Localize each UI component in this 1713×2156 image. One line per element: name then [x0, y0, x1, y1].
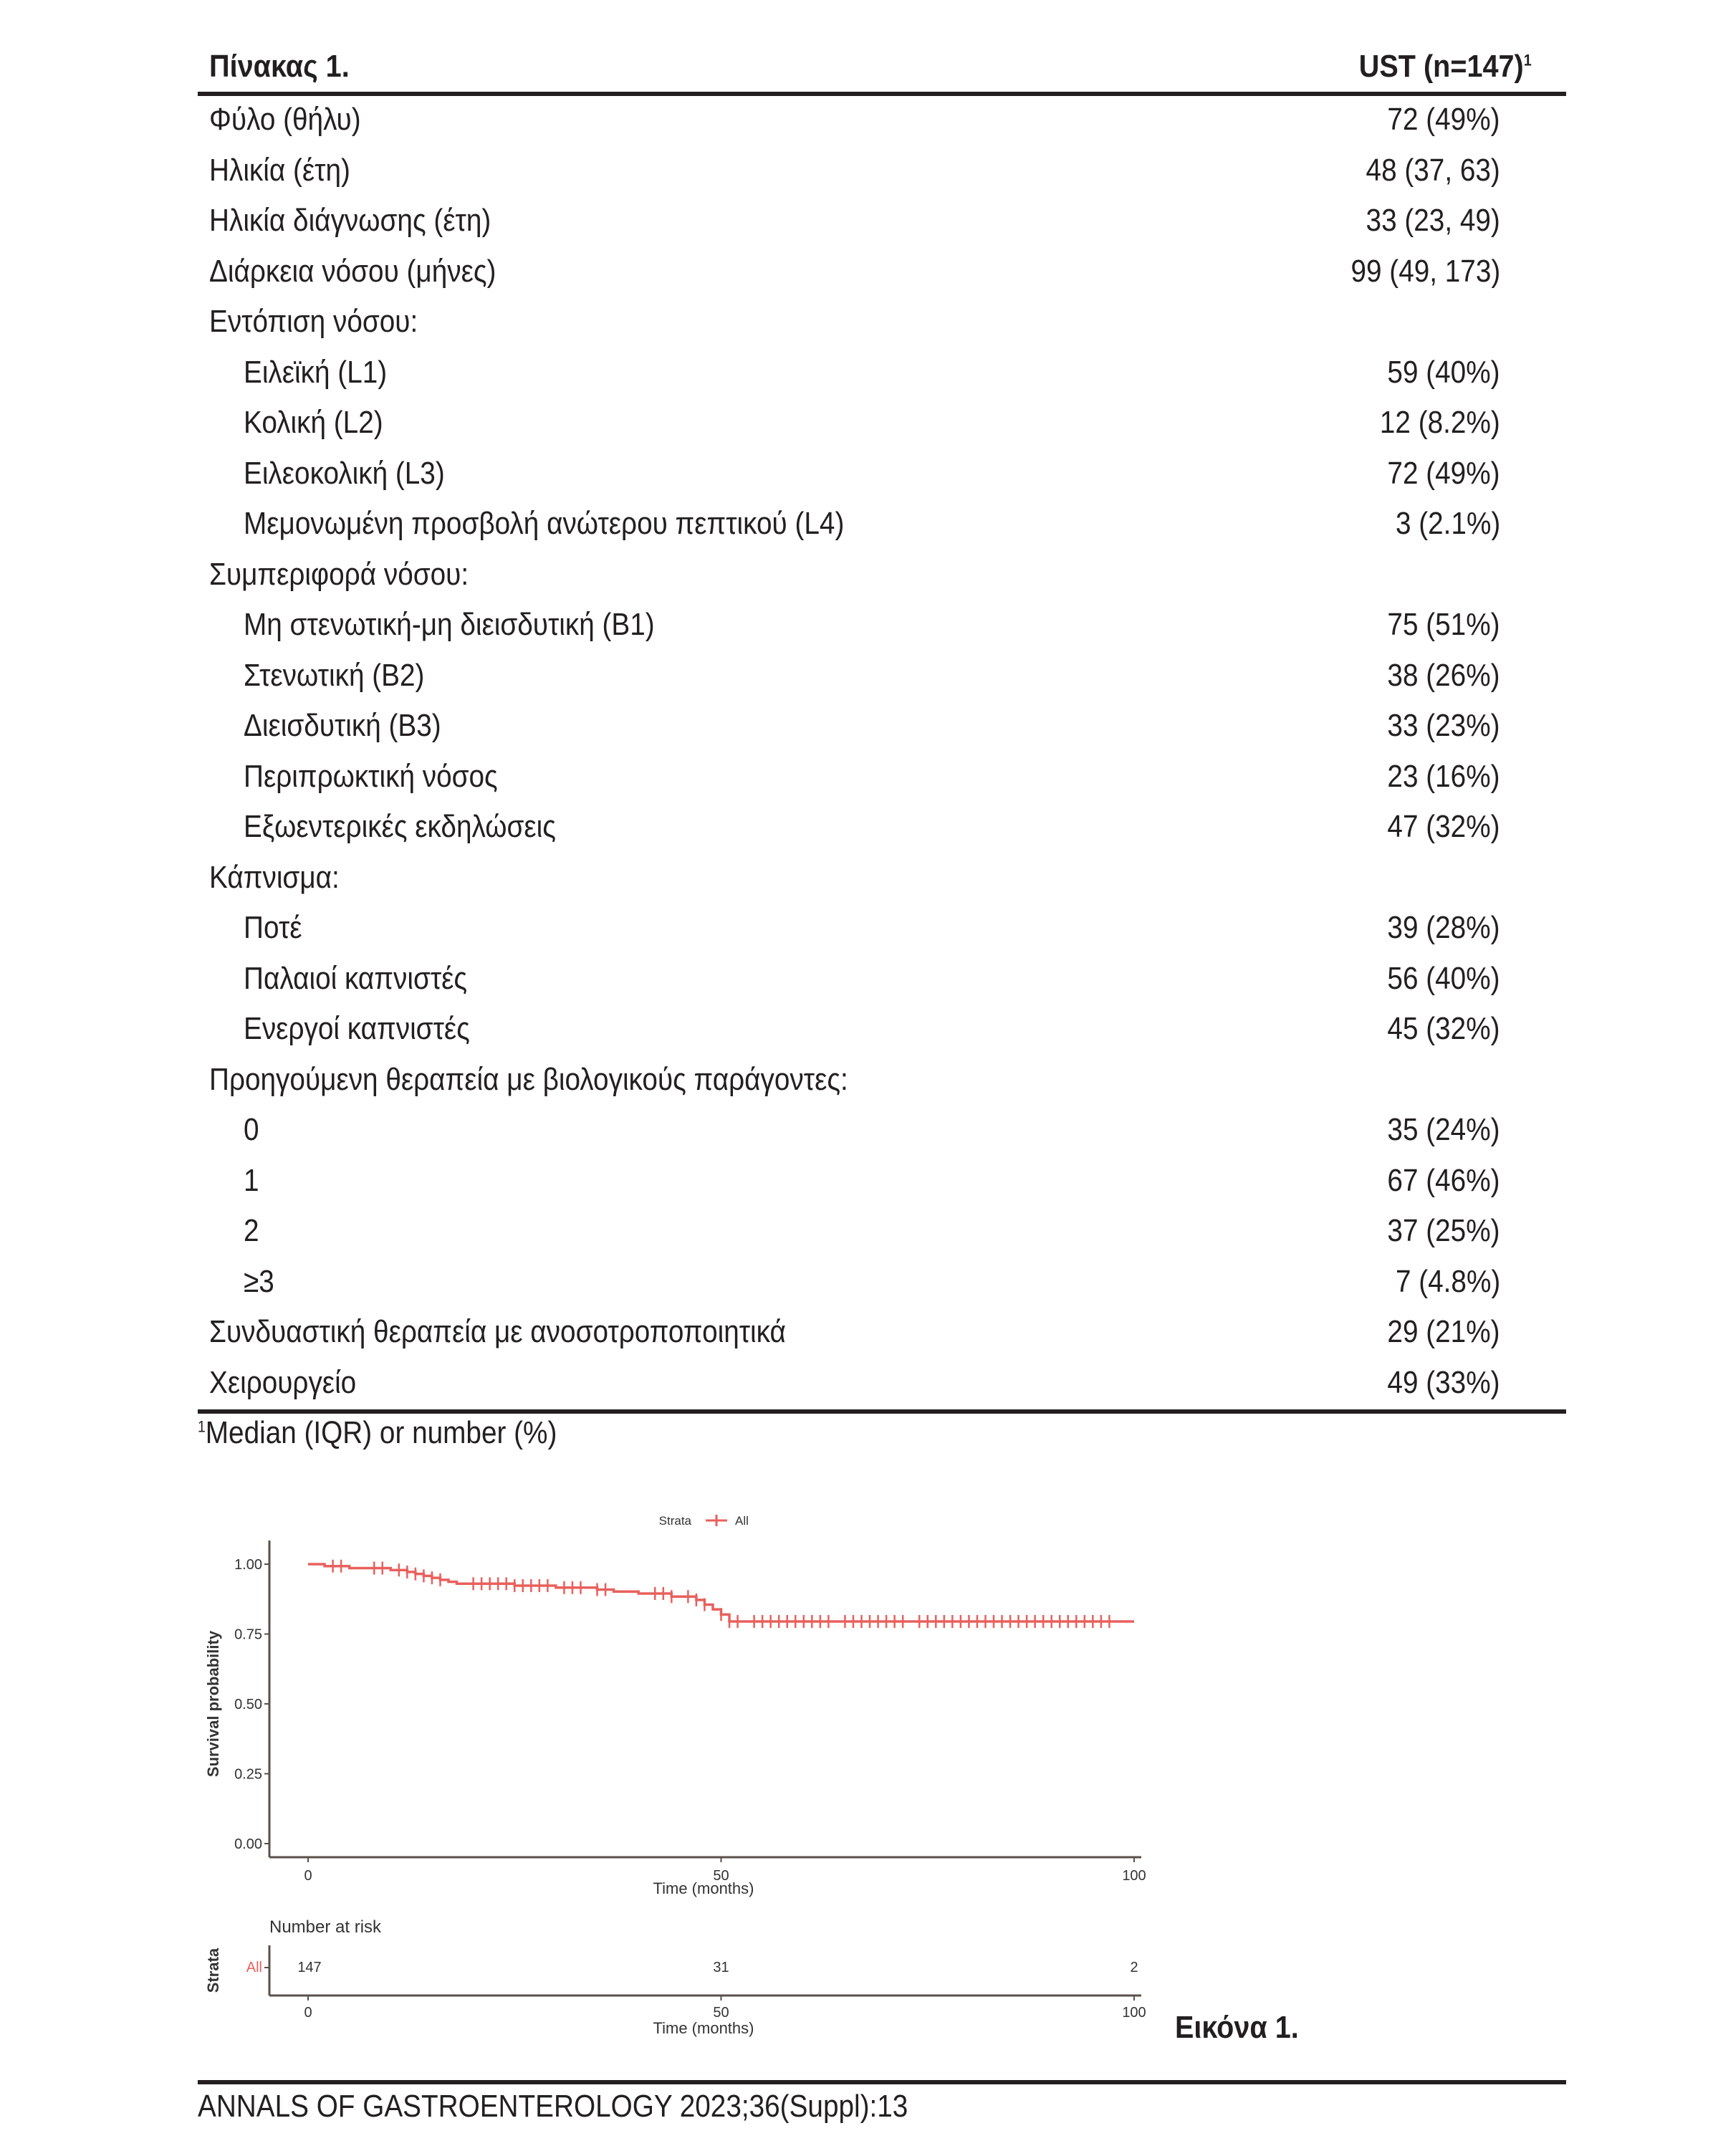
row-label: 2	[244, 1213, 259, 1248]
row-value: 47 (32%)	[1387, 809, 1500, 844]
row-value: 33 (23, 49)	[1366, 203, 1500, 238]
row-value: 59 (40%)	[1387, 354, 1500, 390]
row-label: Μη στενωτική-μη διεισδυτική (B1)	[244, 607, 655, 642]
x-tick-label: 100	[1122, 1868, 1146, 1884]
row-label: ≥3	[244, 1263, 274, 1299]
legend-label: All	[735, 1514, 749, 1528]
row-label: Ειλεϊκή (L1)	[244, 354, 388, 390]
row-label: Κολική (L2)	[244, 405, 383, 440]
row-label: Διάρκεια νόσου (μήνες)	[209, 253, 496, 289]
row-value: 38 (26%)	[1387, 657, 1500, 693]
row-label: 0	[244, 1112, 259, 1147]
row-value: 7 (4.8%)	[1395, 1263, 1500, 1299]
risk-x-axis-title: Time (months)	[653, 2019, 754, 2037]
y-axis-title: Survival probability	[204, 1630, 222, 1778]
footnote-mark: 1	[198, 1417, 206, 1436]
row-label: Ειλεοκολική (L3)	[244, 455, 445, 491]
risk-table-title: Number at risk	[269, 1917, 382, 1937]
row-value: 75 (51%)	[1387, 607, 1500, 642]
row-value: 3 (2.1%)	[1395, 506, 1500, 541]
row-value: 12 (8.2%)	[1380, 405, 1500, 440]
row-value: 33 (23%)	[1387, 708, 1500, 743]
row-label: Ενεργοί καπνιστές	[244, 1011, 470, 1046]
row-label: Ποτέ	[244, 910, 302, 945]
row-value: 48 (37, 63)	[1366, 152, 1500, 188]
row-label: Παλαιοί καπνιστές	[244, 960, 468, 996]
y-tick-label: 1.00	[234, 1557, 262, 1573]
row-label: 1	[244, 1162, 259, 1198]
row-label: Διεισδυτική (B3)	[244, 708, 441, 743]
row-value: 29 (21%)	[1387, 1314, 1500, 1349]
figure-caption: Εικόνα 1.	[1175, 2010, 1299, 2045]
journal-footer: ANNALS OF GASTROENTEROLOGY 2023;36(Suppl):13	[198, 2089, 908, 2124]
risk-strata-label: All	[246, 1960, 262, 1975]
row-value: 56 (40%)	[1387, 960, 1500, 996]
x-axis-title: Time (months)	[653, 1879, 754, 1897]
legend-title: Strata	[658, 1514, 691, 1528]
y-tick-label: 0.50	[234, 1697, 262, 1712]
row-value: 39 (28%)	[1387, 910, 1500, 945]
row-label: Περιπρωκτική νόσος	[244, 758, 498, 794]
footnote-text: Median (IQR) or number (%)	[205, 1415, 557, 1450]
row-value: 35 (24%)	[1387, 1112, 1500, 1147]
risk-count: 2	[1130, 1960, 1138, 1975]
row-value: 67 (46%)	[1387, 1162, 1500, 1198]
row-label: Χειρουργείο	[209, 1364, 357, 1400]
column-header-footnote-mark: 1	[1523, 51, 1532, 70]
row-label: Προηγούμενη θεραπεία με βιολογικούς παράγοντες:	[209, 1061, 848, 1097]
row-label: Φύλο (θήλυ)	[209, 102, 361, 137]
row-label: Κάπνισμα:	[209, 859, 340, 895]
table-title: Πίνακας 1.	[209, 49, 350, 84]
row-value: 37 (25%)	[1387, 1213, 1500, 1248]
y-tick-label: 0.25	[234, 1766, 262, 1783]
y-tick-label: 0.75	[234, 1626, 262, 1643]
x-tick-label: 50	[713, 1868, 729, 1884]
risk-count: 31	[713, 1960, 729, 1975]
row-label: Συμπεριφορά νόσου:	[209, 556, 469, 592]
row-label: Συνδυαστική θεραπεία με ανοσοτροποποιητικά	[209, 1314, 786, 1349]
risk-x-tick-label: 50	[713, 2005, 729, 2021]
row-value: 49 (33%)	[1387, 1364, 1500, 1400]
row-value: 72 (49%)	[1387, 455, 1500, 491]
risk-x-tick-label: 100	[1122, 2005, 1146, 2021]
risk-count: 147	[297, 1960, 322, 1975]
bottom-rule	[198, 2080, 1566, 2084]
x-tick-label: 0	[304, 1868, 312, 1884]
row-label: Μεμονωμένη προσβολή ανώτερου πεπτικού (L4)	[244, 506, 845, 541]
row-value: 72 (49%)	[1387, 102, 1500, 137]
risk-x-tick-label: 0	[304, 2005, 312, 2021]
row-label: Εντόπιση νόσου:	[209, 304, 418, 339]
row-label: Ηλικία (έτη)	[209, 152, 350, 188]
y-tick-label: 0.00	[234, 1836, 262, 1852]
column-header-text: UST (n=147)	[1359, 49, 1524, 84]
row-label: Στενωτική (B2)	[244, 657, 425, 693]
row-value: 45 (32%)	[1387, 1011, 1500, 1046]
risk-y-axis-title: Strata	[204, 1947, 222, 1993]
row-value: 99 (49, 173)	[1350, 253, 1500, 289]
row-label: Ηλικία διάγνωσης (έτη)	[209, 203, 491, 238]
row-label: Εξωεντερικές εκδηλώσεις	[244, 809, 556, 844]
row-value: 23 (16%)	[1387, 758, 1500, 794]
